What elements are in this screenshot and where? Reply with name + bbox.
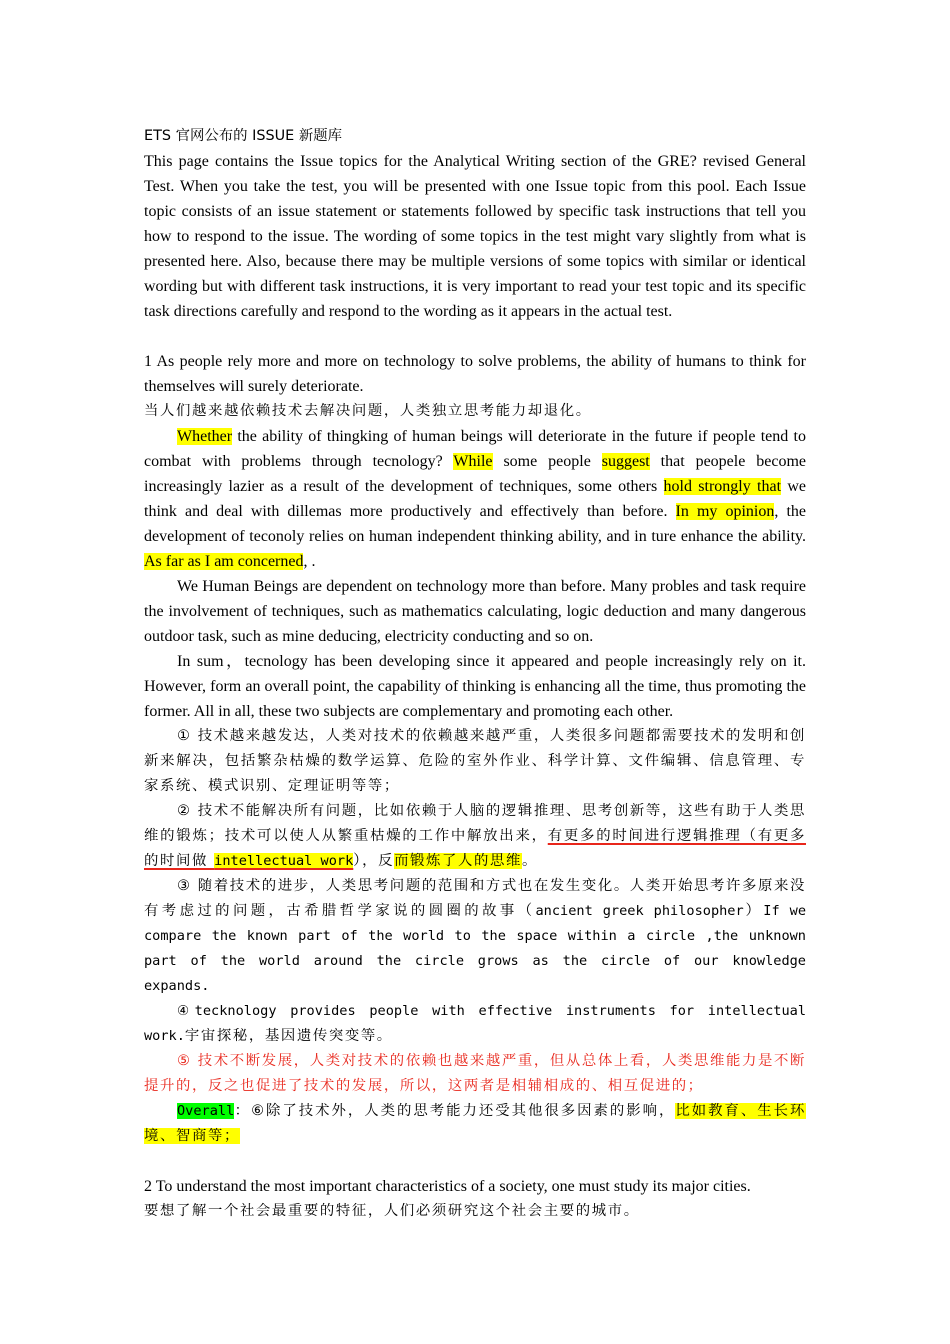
text: 有更多的时间进行逻辑推理（有更多的时间做: [144, 828, 806, 869]
highlight-intellectual-work: intellectual work: [214, 853, 354, 869]
spacer: [144, 324, 806, 349]
highlight-overall: Overall: [177, 1103, 235, 1119]
highlight-suggest: suggest: [601, 453, 650, 470]
text: ），反: [353, 853, 395, 869]
highlight-while: While: [453, 453, 493, 470]
text-english: If we compare the known part of the world to the space within a circle ,the unknown part of the world around the circle grows as the circle of our knowledge expands.: [144, 903, 807, 994]
spacer: [144, 1149, 806, 1174]
point-3: [144, 874, 806, 999]
point-5: ⑤ 技术不断发展，人类对技术的依赖也越来越严重，但从总体上看，人类思维能力是不断提升的，反之也促进了技术的发展，所以，这两者是相辅相成的、相互促进的；: [144, 1053, 806, 1094]
point-4: [144, 999, 806, 1049]
text: ② 技术不能解决所有问题，比如依赖于人脑的逻辑推理、思考创新等，这些有助于人类思维的锻炼；技术可以使人从繁重枯燥的工作中解放出来，: [144, 803, 806, 844]
doc-title: ETS 官网公布的 ISSUE 新题库: [144, 128, 343, 144]
text: 宇宙探秘，基因遗传突变等。: [184, 1028, 393, 1044]
text-english: ancient greek philosopher: [535, 903, 744, 919]
point-6: [144, 1099, 806, 1149]
text: ：: [234, 1103, 252, 1119]
text-english: ④tecknology provides people with effective instruments for intellectual work.: [144, 1003, 806, 1044]
text: the ability of thingking of human beings will deteriorate in the future if people tend to combat with problems through tecnology?: [144, 428, 806, 470]
topic1-paragraph-1: [144, 424, 806, 574]
text: ③ 随着技术的进步，人类思考问题的范围和方式也在发生变化。人类开始思考许多原来没有考虑过的问题，古希腊哲学家说的圆圈的故事（: [144, 878, 806, 919]
highlight-whether: Whether: [177, 428, 233, 445]
point-1: ① 技术越来越发达，人类对技术的依赖越来越严重，人类很多问题都需要技术的发明和创新来解决，包括繁杂枯燥的数学运算、危险的室外作业、科学计算、文件编辑、信息管理、专家系统、模式识别、定理证明等等；: [144, 728, 806, 794]
intro-paragraph: This page contains the Issue topics for the Analytical Writing section of the GRE? revised General Test. When you take the test, you will be presented with one Issue topic from this pool. Each Issue topic consists of an issue statement or statements followed by specific task instructions that tell you how to respond to the issue. The wording of some topics in the test might vary slightly from what is presented here. Also, because there may be multiple versions of some topics with similar or identical wording but with different task instructions, it is very important to read your test topic and its specific task directions carefully and respond to the wording as it appears in the actual test.: [144, 153, 806, 320]
highlight-hold-strongly: hold strongly that: [663, 478, 782, 495]
text: ）: [743, 903, 764, 919]
point-2: [144, 799, 806, 874]
text: ⑥除了技术外，人类的思考能力还受其他很多因素的影响，: [251, 1103, 676, 1119]
topic1-statement: 1 As people rely more and more on technology to solve problems, the ability of humans to think for themselves will surely deteriorate.: [144, 353, 806, 395]
topic2-translation: 要想了解一个社会最重要的特征，人们必须研究这个社会主要的城市。: [144, 1203, 640, 1219]
topic1-paragraph-2: We Human Beings are dependent on technology more than before. Many probles and task require the involvement of techniques, such as mathematics calculating, logic deduction and many dangerous outdoor task, such as mine deducing, electricity conducting and so on.: [144, 578, 806, 645]
topic1-paragraph-3: In sum，tecnology has been developing since it appeared and people increasingly rely on it. However, form an overall point, the capability of thinking is enhancing all the time, thus promoting the former. All in all, these two subjects are complementary and promoting each other.: [144, 653, 806, 720]
document-page: [144, 124, 806, 1224]
text: 。: [522, 853, 538, 869]
highlight-in-my-opinion: In my opinion: [675, 503, 775, 520]
highlight-exercise-thinking: 而锻炼了人的思维: [394, 853, 522, 869]
highlight-other-factors: 比如教育、生长环境、智商等；: [144, 1103, 806, 1144]
text: , the development of teconoly relies on human independent thinking ability, and in ture enhance the ability.: [144, 503, 807, 545]
highlight-as-far-as: As far as I am concerned: [144, 553, 304, 570]
topic1-translation: 当人们越来越依赖技术去解决问题，人类独立思考能力却退化。: [144, 403, 592, 419]
topic2-statement: 2 To understand the most important characteristics of a society, one must study its major cities.: [144, 1178, 751, 1195]
text: that peopele become increasingly lazier as a result of the development of techniques, some others: [144, 453, 807, 495]
text: , .: [303, 553, 316, 570]
text: some people: [492, 453, 602, 470]
text: we think and deal with dillemas more productively and effectively than before.: [144, 478, 806, 520]
